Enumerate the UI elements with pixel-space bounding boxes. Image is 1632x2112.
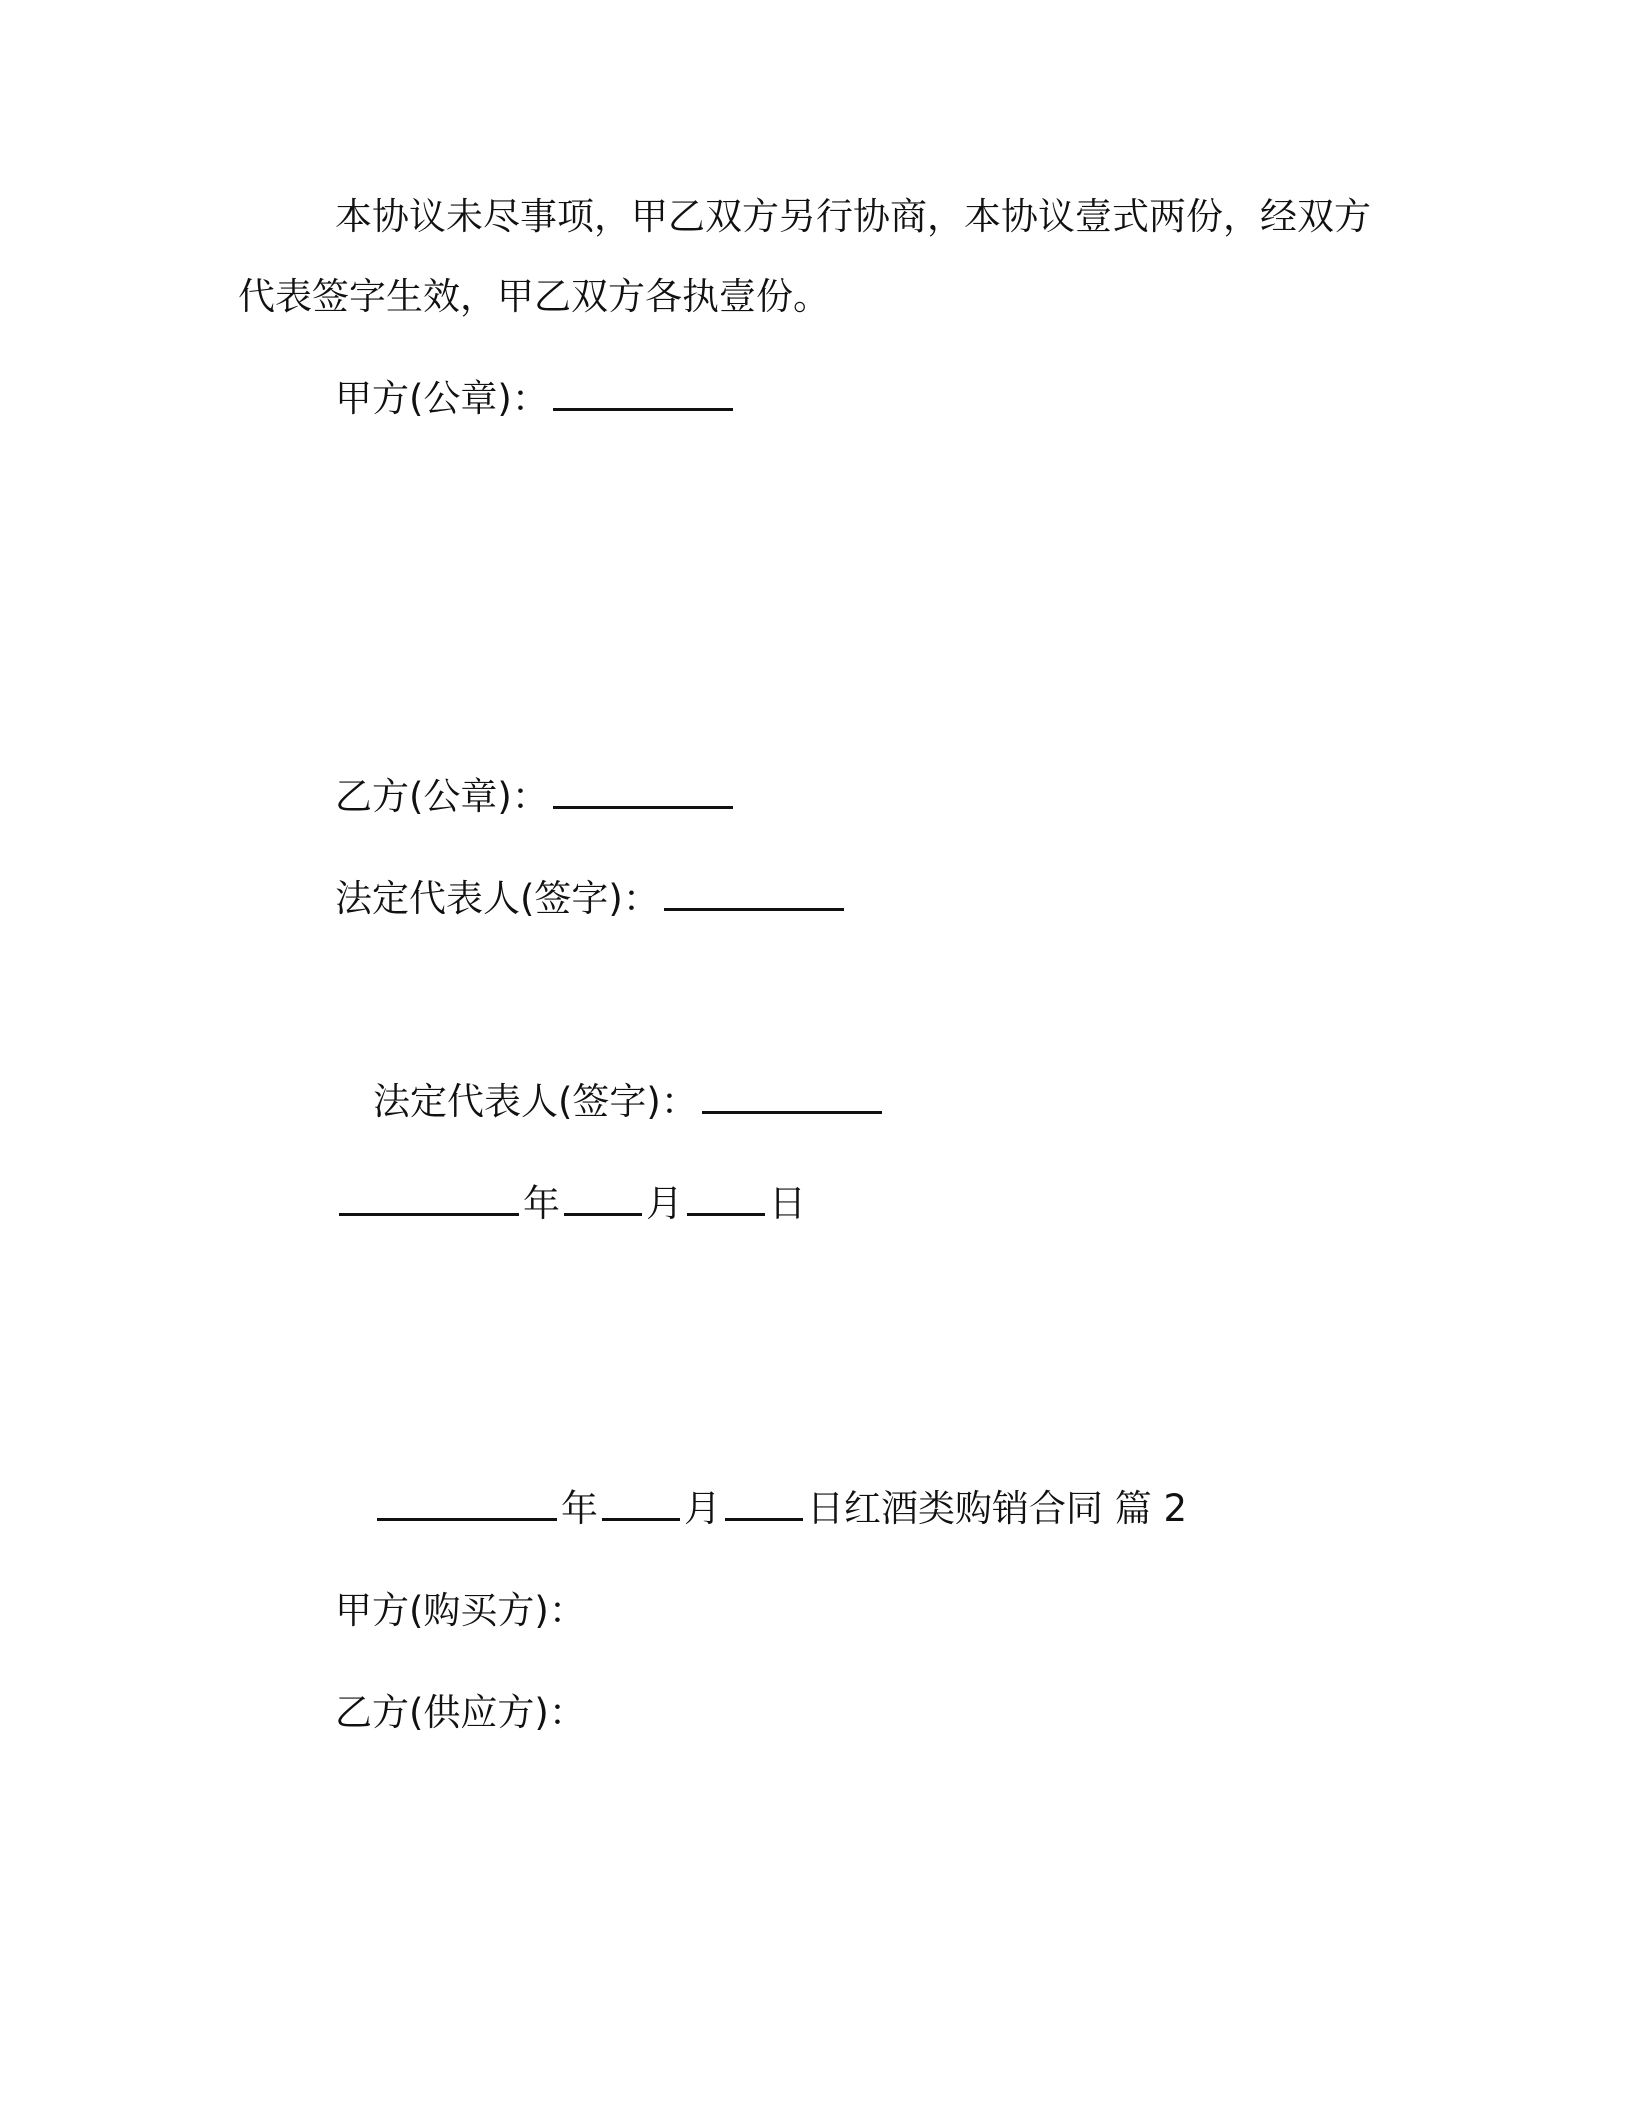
contract-2-party-a: 甲方(购买方)： <box>335 1589 586 1632</box>
party-b-seal-line <box>335 775 737 818</box>
party-b-seal-blank[interactable] <box>553 778 733 809</box>
heading-month-label: 月 <box>684 1487 721 1530</box>
party-a-seal-blank[interactable] <box>553 380 733 411</box>
date-year-label: 年 <box>523 1182 560 1225</box>
date-year-blank[interactable] <box>339 1185 519 1216</box>
contract-2-title: 日红酒类购销合同 篇 2 <box>807 1487 1188 1530</box>
closing-paragraph-line-2: 代表签字生效，甲乙双方各执壹份。 <box>238 275 830 318</box>
heading-month-blank[interactable] <box>602 1490 680 1521</box>
signing-date-line <box>335 1182 806 1225</box>
contract-2-party-b: 乙方(供应方)： <box>335 1691 586 1734</box>
contract-2-heading <box>373 1487 1188 1530</box>
heading-day-blank[interactable] <box>725 1490 803 1521</box>
party-b-seal-label: 乙方(公章)： <box>335 775 549 818</box>
legal-rep-label-1: 法定代表人(签字)： <box>335 877 660 920</box>
heading-year-label: 年 <box>561 1487 598 1530</box>
date-month-label: 月 <box>646 1182 683 1225</box>
closing-paragraph-line-1: 本协议未尽事项，甲乙双方另行协商，本协议壹式两份，经双方 <box>335 195 1371 238</box>
legal-rep-blank-1[interactable] <box>664 880 844 911</box>
party-a-seal-label: 甲方(公章)： <box>335 377 549 420</box>
legal-rep-label-2: 法定代表人(签字)： <box>373 1080 698 1123</box>
legal-rep-line-1 <box>335 877 848 920</box>
date-day-label: 日 <box>769 1182 806 1225</box>
date-month-blank[interactable] <box>564 1185 642 1216</box>
date-day-blank[interactable] <box>687 1185 765 1216</box>
legal-rep-line-2 <box>373 1080 886 1123</box>
legal-rep-blank-2[interactable] <box>702 1083 882 1114</box>
party-a-seal-line <box>335 377 737 420</box>
heading-year-blank[interactable] <box>377 1490 557 1521</box>
